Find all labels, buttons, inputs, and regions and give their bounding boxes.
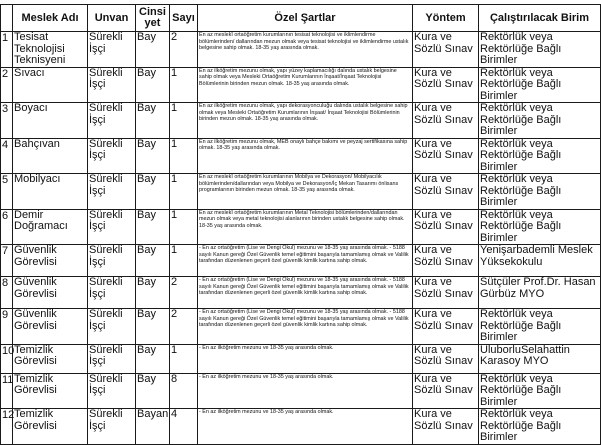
meslek-adi: Mobilyacı bbox=[13, 174, 88, 210]
ozel-sartlar: - En az ortaöğretim (Lise ve Dengi Okul) mezunu ve 18-35 yaş arasında olmak. - 5188 sayılı Kanun gereği Özel Güvenlik temel eğitimini başarıyla tamamlamış olmak ve Valilik tarafından düzenlenen geçerli özel güvenlik kimlik kartına sahip olmak. bbox=[198, 309, 413, 345]
calistirilacak-birim: Rektörlük veya Rektörlüğe Bağlı Birimler bbox=[479, 209, 601, 245]
yontem: Kura ve Sözlü Sınav bbox=[413, 309, 479, 345]
table-row bbox=[1, 209, 601, 245]
unvan: Sürekli İşçi bbox=[88, 409, 136, 445]
row-number: 4 bbox=[1, 138, 13, 174]
ozel-sartlar: En az ilköğretim mezunu olmak, yapı yüzey kaplamacılığı dalında ustalık belgesine sahip olmak veya Mesleki Ortaöğretim Kurumlarının İnşaat/İnşaat Teknolojisi Bölümlerinin birinden mezun olmak. 18-35 yaş arasında olmak. bbox=[198, 67, 413, 103]
row-number: 3 bbox=[1, 103, 13, 139]
cinsiyet: Bay bbox=[136, 32, 170, 68]
calistirilacak-birim: UluborluSelahattin Karasoy MYO bbox=[479, 344, 601, 373]
ozel-sartlar: En az meslekî ortaöğretim kurumlarının tesisat teknolojisi ve iklimlendirme bölümlerinden/ dallarından mezun olmak veya tesisat teknolojisi ve iklimlendirme ustalık belgesine sahip olmak. 18-35 yaş arasında olmak. bbox=[198, 32, 413, 68]
ozel-sartlar: En az meslekî ortaöğretim kurumlarının Mobilya ve Dekorasyon/ Mobilyacılık bölümlerinden/dallarından veya Mobilya ve Dekorasyon/İç Mekan Tasarımı önlisans programlarının birinden mezun olmak. 18-35 yaş arasında olmak. bbox=[198, 174, 413, 210]
calistirilacak-birim: Rektörlük veya Rektörlüğe Bağlı Birimler bbox=[479, 67, 601, 103]
meslek-adi: Boyacı bbox=[13, 103, 88, 139]
ozel-sartlar: - En az ortaöğretim (Lise ve Dengi Okul) mezunu ve 18-35 yaş arasında olmak. - 5188 sayılı Kanun gereği Özel Güvenlik temel eğitimini başarıyla tamamlamış olmak ve Valilik tarafından düzenlenen geçerli özel güvenlik kimlik kartına sahip olmak. bbox=[198, 245, 413, 277]
cinsiyet: Bay bbox=[136, 174, 170, 210]
ozel-sartlar: - En az ortaöğretim (Lise ve Dengi Okul) mezunu ve 18-35 yaş arasında olmak. - 5188 sayılı Kanun gereği Özel Güvenlik temel eğitimini başarıyla tamamlamış olmak ve Valilik tarafından düzenlenen geçerli özel güvenlik kimlik kartına sahip olmak. bbox=[198, 277, 413, 309]
row-number: 9 bbox=[1, 309, 13, 345]
cinsiyet: Bay bbox=[136, 67, 170, 103]
header-row bbox=[1, 5, 601, 32]
cinsiyet: Bay bbox=[136, 138, 170, 174]
calistirilacak-birim: Yenişarbademli Meslek Yüksekokulu bbox=[479, 245, 601, 277]
ozel-sartlar: - En az ilköğretim mezunu ve 18-35 yaş arasında olmak. bbox=[198, 344, 413, 373]
unvan: Sürekli İşçi bbox=[88, 103, 136, 139]
row-number: 12 bbox=[1, 409, 13, 445]
yontem: Kura ve Sözlü Sınav bbox=[413, 103, 479, 139]
sayi: 1 bbox=[170, 67, 198, 103]
ozel-sartlar: En az meslekî ortaöğretim kurumlarının Metal Teknolojisi bölümlerinden/dallarından mezun olmak veya metal teknolojisi alanlarının birinden ustalık belgesine sahip olmak. 18-35 yaş arasında olmak. bbox=[198, 209, 413, 245]
cinsiyet: Bay bbox=[136, 103, 170, 139]
row-number: 2 bbox=[1, 67, 13, 103]
table-row bbox=[1, 32, 601, 68]
sayi: 2 bbox=[170, 32, 198, 68]
calistirilacak-birim: Rektörlük veya Rektörlüğe Bağlı Birimler bbox=[479, 103, 601, 139]
row-number: 7 bbox=[1, 245, 13, 277]
yontem: Kura ve Sözlü Sınav bbox=[413, 409, 479, 445]
header-birim: Çalıştırılacak Birim bbox=[479, 5, 601, 32]
meslek-adi: Demir Doğramacı bbox=[13, 209, 88, 245]
table-row bbox=[1, 67, 601, 103]
sayi: 1 bbox=[170, 245, 198, 277]
ozel-sartlar: - En az ilköğretim mezunu ve 18-35 yaş arasında olmak. bbox=[198, 409, 413, 445]
sayi: 1 bbox=[170, 344, 198, 373]
unvan: Sürekli İşçi bbox=[88, 373, 136, 409]
unvan: Sürekli İşçi bbox=[88, 245, 136, 277]
header-sartlar: Özel Şartlar bbox=[198, 5, 413, 32]
header-unvan: Unvan bbox=[88, 5, 136, 32]
unvan: Sürekli İşçi bbox=[88, 32, 136, 68]
cinsiyet: Bay bbox=[136, 344, 170, 373]
meslek-adi: Temizlik Görevlisi bbox=[13, 344, 88, 373]
sayi: 4 bbox=[170, 409, 198, 445]
table-row bbox=[1, 344, 601, 373]
yontem: Kura ve Sözlü Sınav bbox=[413, 174, 479, 210]
row-number: 11 bbox=[1, 373, 13, 409]
calistirilacak-birim: Rektörlük veya Rektörlüğe Bağlı Birimler bbox=[479, 309, 601, 345]
ozel-sartlar: En az ilköğretim mezunu olmak, MEB onaylı bahçe bakımı ve peyzaj sertifikasına sahip olmak. 18-35 yaş arasında olmak. bbox=[198, 138, 413, 174]
header-yontem: Yöntem bbox=[413, 5, 479, 32]
header-cinsiyet: Cinsi yet bbox=[136, 5, 170, 32]
unvan: Sürekli İşçi bbox=[88, 174, 136, 210]
table-row bbox=[1, 245, 601, 277]
ozel-sartlar: - En az ilköğretim mezunu ve 18-35 yaş arasında olmak. bbox=[198, 373, 413, 409]
table-row bbox=[1, 373, 601, 409]
yontem: Kura ve Sözlü Sınav bbox=[413, 67, 479, 103]
yontem: Kura ve Sözlü Sınav bbox=[413, 245, 479, 277]
unvan: Sürekli İşçi bbox=[88, 138, 136, 174]
meslek-adi: Güvenlik Görevlisi bbox=[13, 245, 88, 277]
row-number: 8 bbox=[1, 277, 13, 309]
meslek-adi: Temizlik Görevlisi bbox=[13, 409, 88, 445]
header-meslek: Meslek Adı bbox=[13, 5, 88, 32]
row-number: 1 bbox=[1, 32, 13, 68]
yontem: Kura ve Sözlü Sınav bbox=[413, 344, 479, 373]
table-row bbox=[1, 277, 601, 309]
header-no bbox=[1, 5, 13, 32]
cinsiyet: Bay bbox=[136, 373, 170, 409]
cinsiyet: Bay bbox=[136, 245, 170, 277]
meslek-adi: Güvenlik Görevlisi bbox=[13, 309, 88, 345]
calistirilacak-birim: Sütçüler Prof.Dr. Hasan Gürbüz MYO bbox=[479, 277, 601, 309]
meslek-adi: Sıvacı bbox=[13, 67, 88, 103]
job-listing-table bbox=[0, 4, 601, 445]
sayi: 2 bbox=[170, 309, 198, 345]
cinsiyet: Bay bbox=[136, 309, 170, 345]
unvan: Sürekli İşçi bbox=[88, 67, 136, 103]
header-sayi: Sayı bbox=[170, 5, 198, 32]
meslek-adi: Güvenlik Görevlisi bbox=[13, 277, 88, 309]
table-row bbox=[1, 138, 601, 174]
unvan: Sürekli İşçi bbox=[88, 277, 136, 309]
sayi: 2 bbox=[170, 277, 198, 309]
table-row bbox=[1, 174, 601, 210]
cinsiyet: Bayan bbox=[136, 409, 170, 445]
row-number: 5 bbox=[1, 174, 13, 210]
unvan: Sürekli İşçi bbox=[88, 344, 136, 373]
row-number: 10 bbox=[1, 344, 13, 373]
sayi: 1 bbox=[170, 138, 198, 174]
yontem: Kura ve Sözlü Sınav bbox=[413, 277, 479, 309]
calistirilacak-birim: Rektörlük veya Rektörlüğe Bağlı Birimler bbox=[479, 409, 601, 445]
yontem: Kura ve Sözlü Sınav bbox=[413, 138, 479, 174]
sayi: 1 bbox=[170, 209, 198, 245]
calistirilacak-birim: Rektörlük veya Rektörlüğe Bağlı Birimler bbox=[479, 138, 601, 174]
yontem: Kura ve Sözlü Sınav bbox=[413, 32, 479, 68]
row-number: 6 bbox=[1, 209, 13, 245]
cinsiyet: Bay bbox=[136, 277, 170, 309]
meslek-adi: Tesisat Teknolojisi Teknisyeni bbox=[13, 32, 88, 68]
unvan: Sürekli İşçi bbox=[88, 209, 136, 245]
yontem: Kura ve Sözlü Sınav bbox=[413, 209, 479, 245]
sayi: 1 bbox=[170, 103, 198, 139]
yontem: Kura ve Sözlü Sınav bbox=[413, 373, 479, 409]
unvan: Sürekli İşçi bbox=[88, 309, 136, 345]
cinsiyet: Bay bbox=[136, 209, 170, 245]
sayi: 1 bbox=[170, 174, 198, 210]
meslek-adi: Temizlik Görevlisi bbox=[13, 373, 88, 409]
ozel-sartlar: En az ilköğretim mezunu olmak, yapı dekorasyonculuğu dalında ustalık belgesine sahip olmak veya Mesleki Ortaöğretim Kurumlarının İnşaat/ İnşaat Teknolojisi Bölümlerinin birinden mezun olmak. 18-35 yaş arasında olmak. bbox=[198, 103, 413, 139]
calistirilacak-birim: Rektörlük veya Rektörlüğe Bağlı Birimler bbox=[479, 32, 601, 68]
calistirilacak-birim: Rektörlük veya Rektörlüğe Bağlı Birimler bbox=[479, 373, 601, 409]
table-row bbox=[1, 409, 601, 445]
calistirilacak-birim: Rektörlük veya Rektörlüğe Bağlı Birimler bbox=[479, 174, 601, 210]
sayi: 8 bbox=[170, 373, 198, 409]
table-row bbox=[1, 309, 601, 345]
table-row bbox=[1, 103, 601, 139]
meslek-adi: Bahçıvan bbox=[13, 138, 88, 174]
